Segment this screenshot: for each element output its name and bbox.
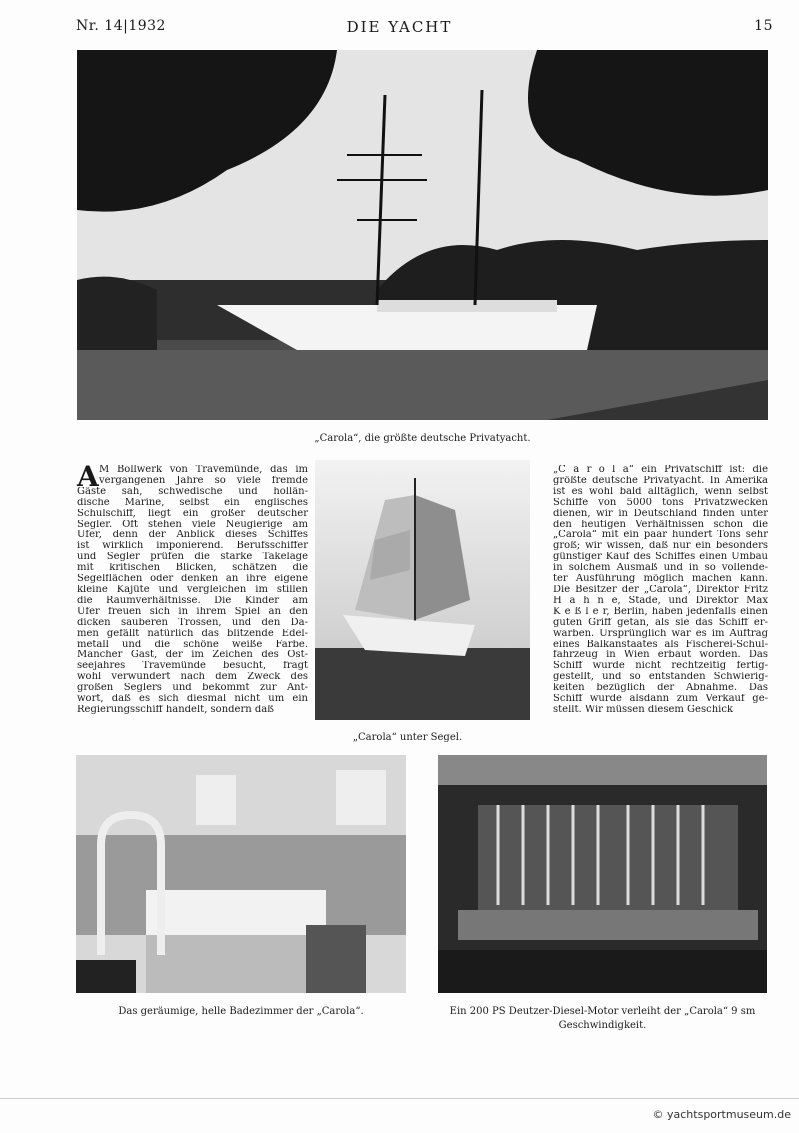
article-line: dische Marine, selbst ein englisches	[77, 497, 308, 508]
caption-top: „Carola“, die größte deutsche Privatyacht.	[314, 433, 531, 444]
caption-middle: „Carola“ unter Segel.	[352, 732, 463, 743]
article-line: Ufer freuen sich in ihrem Spiel an den	[77, 606, 308, 617]
article-line: Die Besitzer der „Carola“, Direktor Fritz	[553, 584, 768, 595]
article-line: die Raumverhältnisse. Die Kinder am	[77, 595, 308, 606]
copyright-notice: © yachtsportmuseum.de	[652, 1108, 791, 1121]
article-line: seejahres Travemünde besucht, fragt	[77, 661, 308, 672]
article-line: gestellt, und so entstanden Schwierig-	[553, 672, 768, 683]
article-line: H a h n e, Stade, und Direktor Max	[553, 595, 768, 606]
article-line: ter Ausführung möglich machen kann.	[553, 574, 768, 585]
caption-bottom-right-line2: Geschwindigkeit.	[558, 1020, 647, 1031]
article-line: groß; wir wissen, daß nur ein besonders	[553, 541, 768, 552]
article-line: in solchem Ausmaß und in so vollende-	[553, 563, 768, 574]
article-line: größte deutsche Privatyacht. In Amerika	[553, 475, 768, 486]
article-line: ist wirklich imponierend. Berufsschiffer	[77, 541, 308, 552]
article-line: Mancher Gast, der im Zeichen des Ost-	[77, 650, 308, 661]
article-line: Schiffe von 5000 tons Privatzwecken	[553, 497, 768, 508]
article-line: Regierungsschiff handelt, sondern daß	[77, 704, 274, 715]
article-line: M Bollwerk von Travemünde, das im	[99, 465, 308, 475]
photo-carola-under-sail	[315, 460, 530, 720]
article-line: Gäste sah, schwedische und hollän-	[77, 486, 308, 497]
article-line: „Carola“ mit ein paar hundert Tons sehr	[553, 530, 768, 541]
caption-bottom-right	[430, 1005, 775, 1033]
caption-bottom-right-line1: Ein 200 PS Deutzer-Diesel-Motor verleiht der „Carola“ 9 sm	[449, 1006, 756, 1017]
article-left-column	[77, 460, 308, 716]
magazine-title: DIE YACHT	[346, 18, 453, 36]
article-line: großen Seglers und bekommt zur Ant-	[77, 683, 308, 694]
article-line: günstiger Kauf des Schiffes einen Umbau	[553, 552, 768, 563]
article-line: wohl verwundert nach dem Zweck des	[77, 672, 308, 683]
page-number: 15	[754, 18, 773, 34]
article-line: men gefällt natürlich das blitzende Edel-	[77, 628, 308, 639]
article-line: kleine Kajüte und vergleichen im stillen	[77, 584, 308, 595]
article-line: keiten bezüglich der Abnahme. Das	[553, 683, 768, 694]
article-line: wort, daß es sich diesmal nicht um ein	[77, 694, 308, 705]
photo-diesel-engine	[438, 755, 767, 993]
article-line: dicken sauberen Trossen, und den Da-	[77, 617, 308, 628]
drop-cap: A	[77, 460, 99, 493]
article-line: Schiff wurde alsdann zum Verkauf ge-	[553, 694, 768, 705]
article-line: K e ß l e r, Berlin, haben jedenfalls einen	[553, 606, 768, 617]
article-line: den heutigen Verhältnissen schon die	[553, 519, 768, 530]
photo-bathroom	[76, 755, 406, 993]
article-line: Ufer, denn der Anblick dieses Schiffes	[77, 530, 308, 541]
photo-yacht-harbor	[77, 50, 768, 420]
article-line: ist es wohl bald alltäglich, wenn selbst	[553, 486, 768, 497]
article-line: Schiff wurde nicht rechtzeitig fertig-	[553, 661, 768, 672]
article-line: warben. Ursprünglich war es im Auftrag	[553, 628, 768, 639]
article-line: stellt. Wir müssen diesem Geschick	[553, 704, 733, 715]
footer-divider	[0, 1098, 799, 1099]
caption-bottom-left: Das geräumige, helle Badezimmer der „Carola“.	[118, 1006, 364, 1017]
article-line: Segler. Oft stehen viele Neugierige am	[77, 519, 308, 530]
article-line: Segelflächen oder denken an ihre eigene	[77, 574, 308, 585]
article-line: Schulschiff, liegt ein großer deutscher	[77, 508, 308, 519]
article-line: eines Balkanstaates als Fischerei-Schul-	[553, 639, 768, 650]
article-line: metall und die schöne weiße Farbe.	[77, 639, 308, 650]
article-line: guten Griff getan, als sie das Schiff er-	[553, 617, 768, 628]
issue-number: Nr. 14|1932	[76, 18, 166, 34]
article-right-column	[553, 465, 768, 716]
article-line: mit kritischen Blicken, schätzen die	[77, 563, 308, 574]
article-line: vergangenen Jahre so viele fremde	[99, 475, 308, 486]
article-line: und Segler prüfen die starke Takelage	[77, 552, 308, 563]
article-line: fahrzeug in Wien erbaut worden. Das	[553, 650, 768, 661]
article-line: dienen, wir in Deutschland finden unter	[553, 508, 768, 519]
article-line: „C a r o l a“ ein Privatschiff ist: die	[553, 465, 768, 475]
